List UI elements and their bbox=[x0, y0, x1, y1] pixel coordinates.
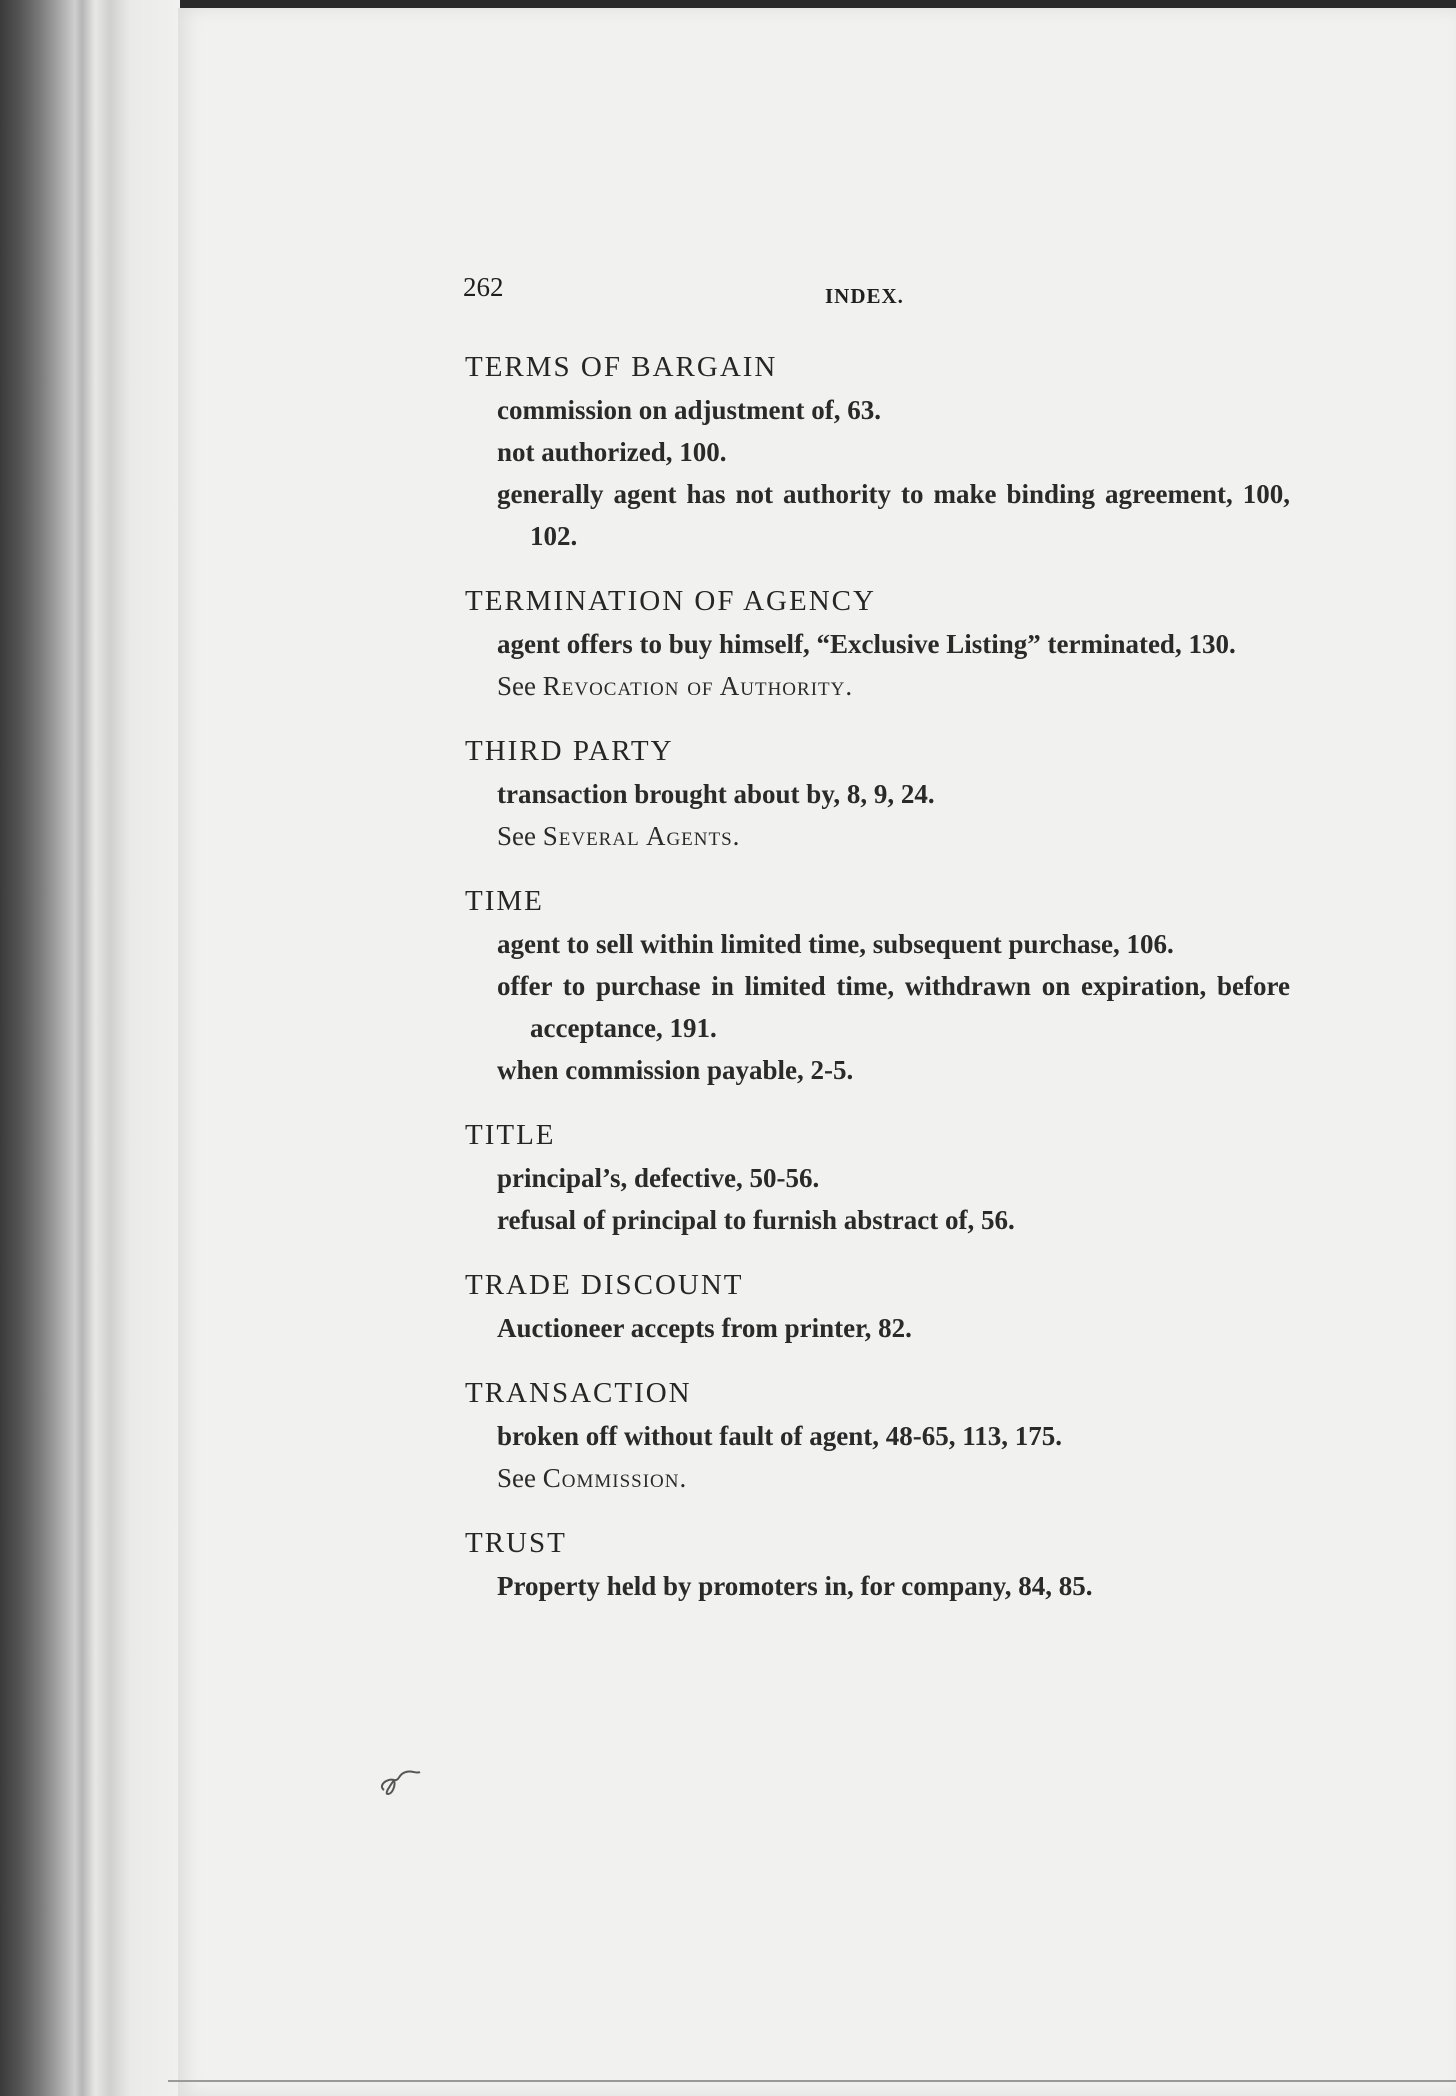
index-entry bbox=[465, 345, 1290, 557]
see-target: Revocation of Authority. bbox=[542, 671, 854, 701]
entry-item: broken off without fault of agent, 48-65, 113, 175. bbox=[497, 1421, 1063, 1451]
page-header bbox=[463, 272, 1283, 312]
page-number: 262 bbox=[463, 272, 504, 302]
entry-item: generally agent has not authority to make binding agreement, 100, 102. bbox=[497, 479, 1290, 551]
index-entry bbox=[465, 1113, 1290, 1241]
entry-item: offer to purchase in limited time, withdrawn on expiration, before acceptance, 191. bbox=[497, 971, 1290, 1043]
index-entries bbox=[465, 345, 1290, 1629]
index-entry bbox=[465, 879, 1290, 1091]
entry-item: Property held by promoters in, for company, 84, 85. bbox=[497, 1571, 1093, 1601]
entry-heading: TRANSACTION bbox=[465, 1377, 692, 1409]
book-page-edges bbox=[0, 0, 180, 2096]
running-title: INDEX. bbox=[825, 284, 904, 308]
index-entry bbox=[465, 1263, 1290, 1349]
entry-item: not authorized, 100. bbox=[497, 437, 727, 467]
entry-item: agent to sell within limited time, subsequent purchase, 106. bbox=[497, 929, 1174, 959]
entry-item: Auctioneer accepts from printer, 82. bbox=[497, 1313, 912, 1343]
entry-heading: TERMINATION OF AGENCY bbox=[465, 585, 876, 617]
entry-heading: TITLE bbox=[465, 1119, 556, 1151]
see-prefix: See bbox=[497, 671, 536, 701]
page-bottom-border bbox=[168, 2080, 1456, 2082]
see-reference bbox=[465, 815, 1290, 857]
entry-item: when commission payable, 2-5. bbox=[497, 1055, 854, 1085]
see-reference bbox=[465, 665, 1290, 707]
entry-heading: TRADE DISCOUNT bbox=[465, 1269, 744, 1301]
entry-heading: THIRD PARTY bbox=[465, 735, 674, 767]
index-entry bbox=[465, 579, 1290, 707]
entry-item: principal’s, defective, 50-56. bbox=[497, 1163, 820, 1193]
entry-item: refusal of principal to furnish abstract of, 56. bbox=[497, 1205, 1015, 1235]
entry-item: commission on adjustment of, 63. bbox=[497, 395, 882, 425]
pencil-mark bbox=[376, 1750, 426, 1800]
index-entry bbox=[465, 1371, 1290, 1499]
see-target: Several Agents. bbox=[542, 821, 741, 851]
see-prefix: See bbox=[497, 1463, 536, 1493]
index-entry bbox=[465, 1521, 1290, 1607]
entry-heading: TRUST bbox=[465, 1527, 567, 1559]
entry-heading: TERMS OF BARGAIN bbox=[465, 351, 778, 383]
see-prefix: See bbox=[497, 821, 536, 851]
entry-heading: TIME bbox=[465, 885, 544, 917]
entry-item: agent offers to buy himself, “Exclusive Listing” terminated, 130. bbox=[497, 629, 1236, 659]
entry-item: transaction brought about by, 8, 9, 24. bbox=[497, 779, 935, 809]
see-target: Commission. bbox=[542, 1463, 688, 1493]
index-entry bbox=[465, 729, 1290, 857]
see-reference bbox=[465, 1457, 1290, 1499]
